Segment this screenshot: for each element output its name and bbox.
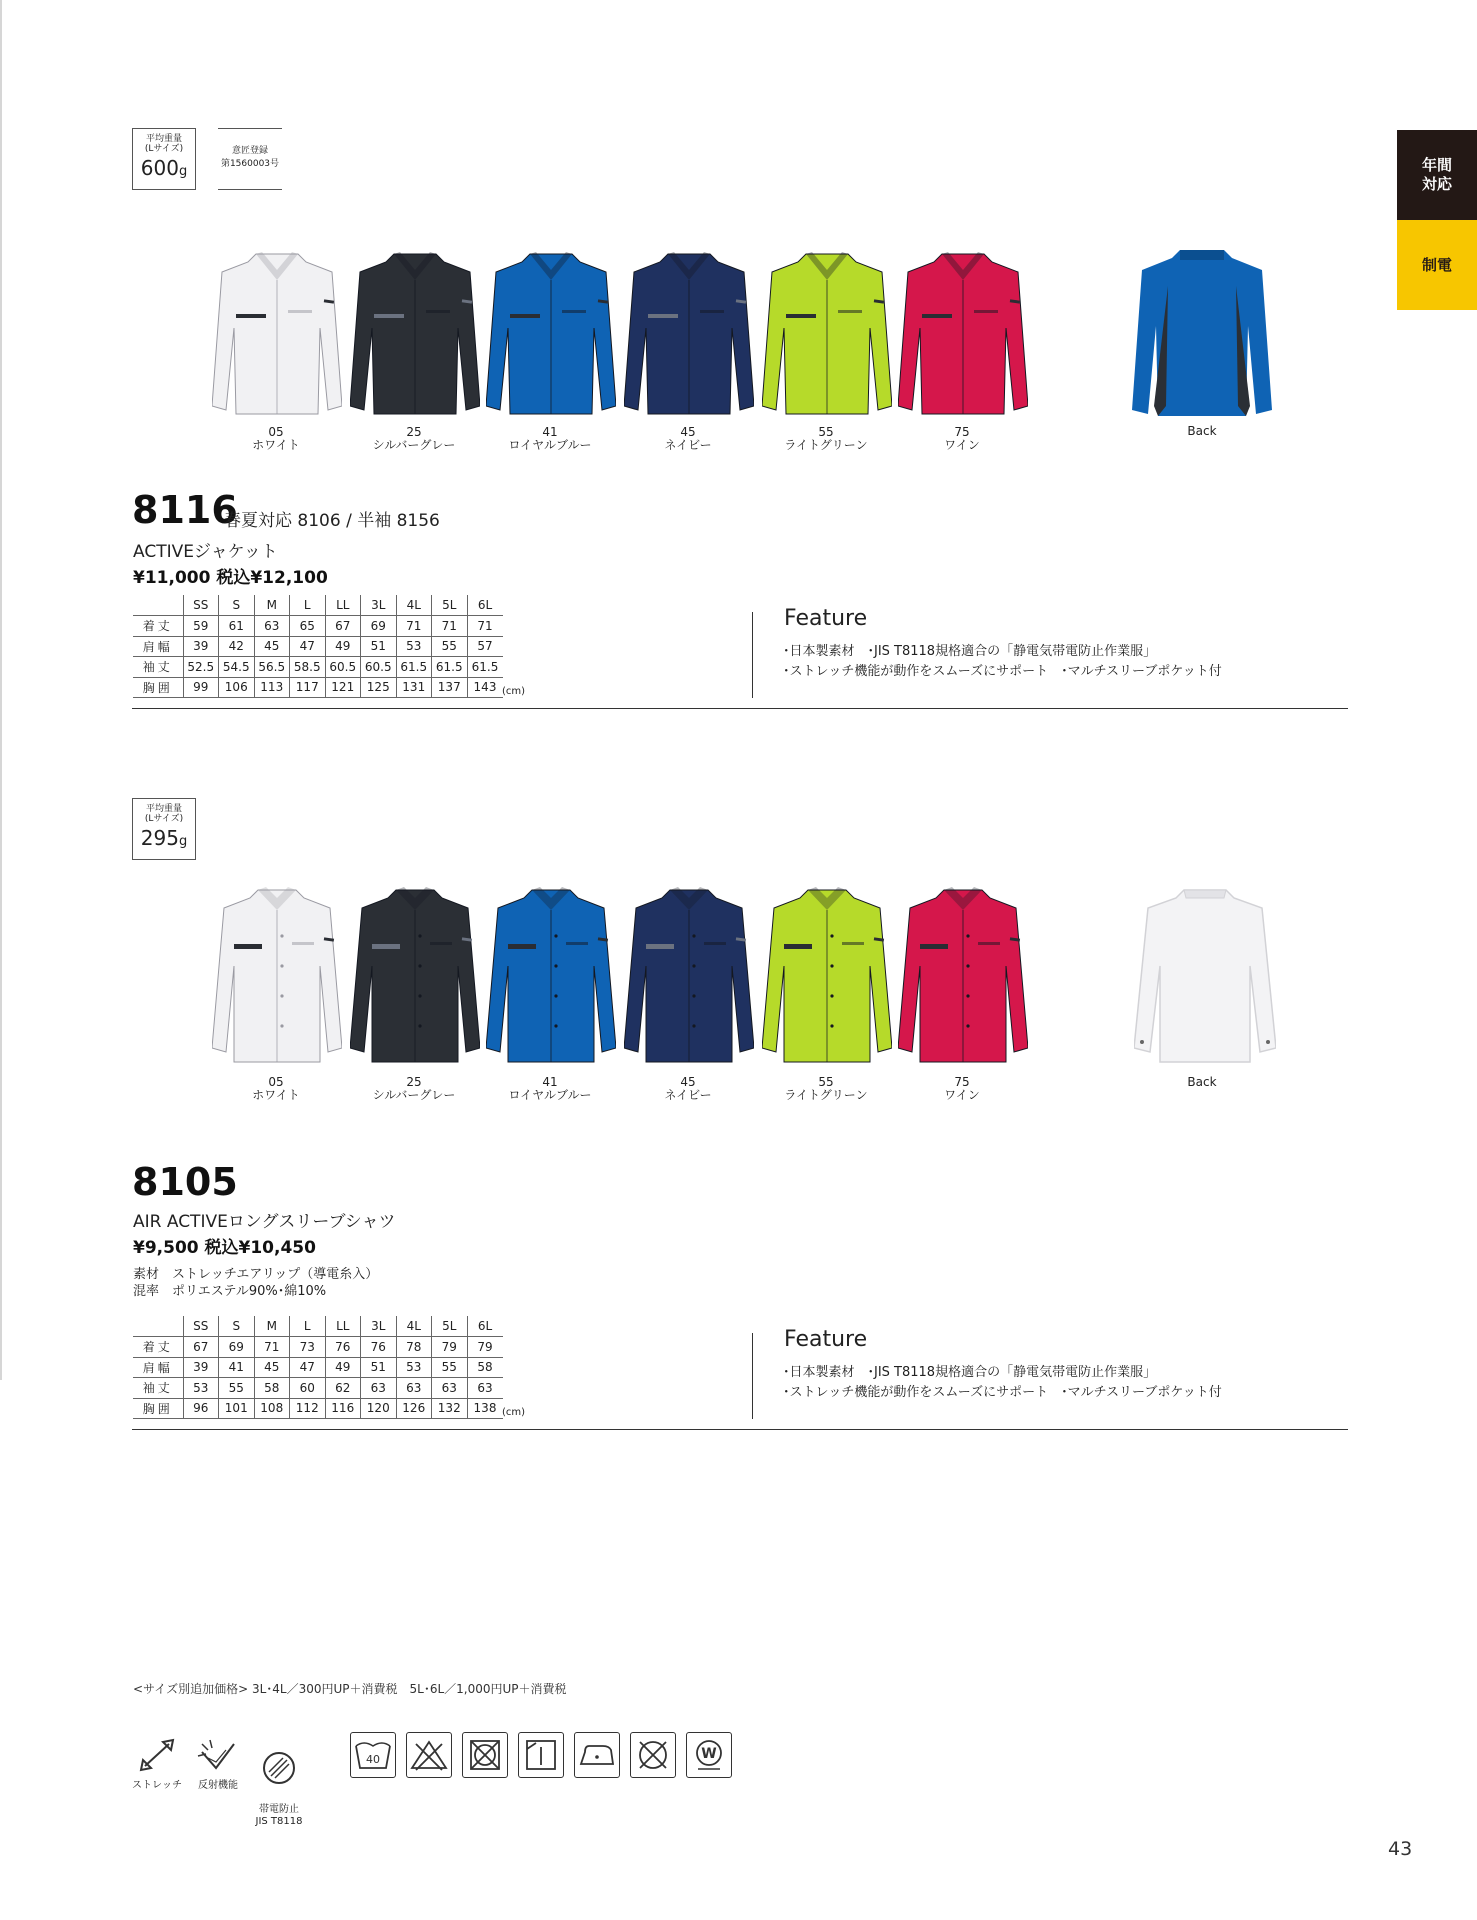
measure-value: 67	[325, 616, 361, 637]
product-number-8116: 8116	[132, 488, 238, 532]
size-header: L	[290, 1316, 326, 1337]
measure-value: 112	[290, 1398, 326, 1419]
weight-badge-8105	[132, 798, 196, 860]
jacket-color-label-royal-blue	[490, 426, 610, 452]
stretch-label: ストレッチ	[132, 1780, 182, 1791]
measure-value: 143	[467, 677, 503, 698]
jacket-light-green-image	[762, 250, 892, 418]
size-header: SS	[183, 595, 219, 616]
product-variants: 春夏対応 8106 / 半袖 8156	[224, 511, 440, 531]
feature-line-1: ･日本製素材 ･JIS T8118規格適合の「静電気帯電防止作業服」	[783, 1365, 1157, 1380]
measure-label: 着丈	[133, 1337, 183, 1358]
measure-value: 57	[467, 636, 503, 657]
color-name: ホワイト	[252, 1088, 300, 1102]
measure-value: 106	[219, 677, 255, 698]
section-rule	[132, 708, 1348, 709]
size-header-row	[133, 1316, 503, 1337]
product-number-8105: 8105	[132, 1160, 238, 1204]
measure-value: 41	[219, 1357, 255, 1378]
measure-value: 61.5	[396, 657, 432, 678]
jacket-wine-image	[898, 250, 1028, 418]
tab-year-round-label: 年間 対応	[1421, 156, 1452, 193]
measure-value: 52.5	[183, 657, 219, 678]
color-code: 75	[954, 425, 970, 439]
size-header: SS	[183, 1316, 219, 1337]
table-row	[133, 1337, 503, 1358]
measure-value: 55	[219, 1378, 255, 1399]
measure-label: 着丈	[133, 616, 183, 637]
measure-value: 125	[361, 677, 397, 698]
wash-40-icon	[350, 1732, 396, 1778]
jacket-navy-image	[624, 250, 754, 418]
measure-value: 61	[219, 616, 255, 637]
measure-label: 胸囲	[133, 677, 183, 698]
measure-value: 99	[183, 677, 219, 698]
measure-value: 55	[432, 1357, 468, 1378]
measure-value: 79	[467, 1337, 503, 1358]
color-name: ワイン	[944, 438, 980, 452]
size-header: L	[290, 595, 326, 616]
color-code: 75	[954, 1075, 970, 1089]
shirt-back-image	[1134, 886, 1276, 1064]
color-code: 05	[268, 1075, 284, 1089]
size-header: 4L	[396, 595, 432, 616]
shirt-color-label-navy	[628, 1076, 748, 1102]
measure-value: 71	[396, 616, 432, 637]
size-header-row	[133, 595, 503, 616]
measure-value: 60.5	[325, 657, 361, 678]
measure-value: 76	[361, 1337, 397, 1358]
weight-unit: g	[178, 164, 188, 179]
feature-line-2: ･ストレッチ機能が動作をスムーズにサポート ･マルチスリーブポケット付	[783, 664, 1222, 679]
unit-cm: (cm)	[502, 1407, 526, 1418]
measure-value: 59	[183, 616, 219, 637]
measure-value: 120	[361, 1398, 397, 1419]
jacket-silver-grey-image	[350, 250, 480, 418]
weight-badge-8116	[132, 128, 196, 190]
size-header: 5L	[432, 1316, 468, 1337]
shirt-color-label-royal-blue	[490, 1076, 610, 1102]
measure-value: 96	[183, 1398, 219, 1419]
material-text: 素材 ストレッチエアリップ（導電糸入）	[133, 1267, 379, 1282]
measure-value: 49	[325, 1357, 361, 1378]
measure-value: 117	[290, 677, 326, 698]
antistatic-function	[244, 1738, 314, 1840]
shirt-color-label-wine	[902, 1076, 1022, 1102]
tab-antistatic-label: 制電	[1421, 255, 1452, 274]
measure-value: 108	[254, 1398, 290, 1419]
size-header: 6L	[467, 1316, 503, 1337]
measure-value: 116	[325, 1398, 361, 1419]
measure-value: 137	[432, 677, 468, 698]
tab-year-round[interactable]	[1397, 130, 1477, 220]
measure-value: 126	[396, 1398, 432, 1419]
shirt-white-image	[212, 886, 342, 1064]
weight-number: 600	[140, 156, 179, 180]
weight-number: 295	[140, 826, 179, 850]
design-registration: 意匠登録 第1560003号	[218, 128, 282, 190]
measure-value: 73	[290, 1337, 326, 1358]
color-name: シルバーグレー	[372, 1088, 456, 1102]
measure-value: 39	[183, 1357, 219, 1378]
wet-clean-letter: W	[701, 1746, 717, 1762]
weight-unit: g	[178, 834, 188, 849]
product-name-8105: AIR ACTIVEロングスリーブシャツ	[133, 1212, 396, 1232]
measure-value: 63	[254, 616, 290, 637]
antistatic-label: 帯電防止 JIS T8118	[255, 1804, 303, 1827]
feature-line-2: ･ストレッチ機能が動作をスムーズにサポート ･マルチスリーブポケット付	[783, 1385, 1222, 1400]
measure-value: 51	[361, 1357, 397, 1378]
color-name: ネイビー	[664, 1088, 712, 1102]
color-name: ライトグリーン	[784, 1088, 868, 1102]
jacket-color-label-navy	[628, 426, 748, 452]
line-dry-icon	[518, 1732, 564, 1778]
measure-value: 60	[290, 1378, 326, 1399]
antistatic-icon	[259, 1750, 299, 1786]
color-code: 55	[818, 425, 834, 439]
measure-value: 62	[325, 1378, 361, 1399]
measure-value: 101	[219, 1398, 255, 1419]
size-header: 3L	[361, 1316, 397, 1337]
shirt-royal-blue-image	[486, 886, 616, 1064]
color-name: ロイヤルブルー	[508, 1088, 592, 1102]
feature-title-8116: Feature	[784, 606, 868, 631]
stretch-function	[122, 1738, 192, 1792]
measure-value: 63	[361, 1378, 397, 1399]
no-tumble-dry-icon	[462, 1732, 508, 1778]
iron-icon	[574, 1732, 620, 1778]
measure-label: 肩幅	[133, 1357, 183, 1378]
measure-value: 45	[254, 636, 290, 657]
measure-value: 76	[325, 1337, 361, 1358]
weight-label: 平均重量 (Lサイズ)	[144, 804, 184, 824]
measure-value: 45	[254, 1357, 290, 1378]
feature-divider	[752, 612, 753, 698]
table-row	[133, 1357, 503, 1378]
size-header: S	[219, 595, 255, 616]
color-code: 55	[818, 1075, 834, 1089]
weight-value	[133, 826, 195, 854]
measure-value: 58.5	[290, 657, 326, 678]
care-symbols	[350, 1732, 732, 1778]
jacket-back-image	[1132, 246, 1272, 420]
jacket-color-label-wine	[902, 426, 1022, 452]
measure-value: 63	[432, 1378, 468, 1399]
measure-value: 61.5	[467, 657, 503, 678]
feature-title-8105: Feature	[784, 1327, 868, 1352]
measure-value: 49	[325, 636, 361, 657]
measure-value: 53	[396, 1357, 432, 1378]
shirt-color-label-light-green	[766, 1076, 886, 1102]
color-name: ネイビー	[664, 438, 712, 452]
size-header: LL	[325, 1316, 361, 1337]
measure-value: 58	[254, 1378, 290, 1399]
color-code: 45	[680, 425, 696, 439]
measure-value: 121	[325, 677, 361, 698]
measure-value: 71	[254, 1337, 290, 1358]
size-table-8116	[133, 595, 503, 698]
weight-value	[133, 156, 195, 184]
measure-value: 47	[290, 636, 326, 657]
table-row	[133, 677, 503, 698]
product-name-8116: ACTIVEジャケット	[133, 542, 278, 562]
measure-value: 61.5	[432, 657, 468, 678]
measure-value: 65	[290, 616, 326, 637]
table-row	[133, 1378, 503, 1399]
measure-value: 39	[183, 636, 219, 657]
jacket-royal-blue-image	[486, 250, 616, 418]
table-row	[133, 1398, 503, 1419]
measure-value: 63	[467, 1378, 503, 1399]
table-row	[133, 657, 503, 678]
jacket-color-label-silver-grey	[354, 426, 474, 452]
no-dry-clean-icon	[630, 1732, 676, 1778]
size-header: 4L	[396, 1316, 432, 1337]
color-code: 25	[406, 425, 422, 439]
measure-value: 54.5	[219, 657, 255, 678]
tab-antistatic[interactable]	[1397, 220, 1477, 310]
size-price-note: <サイズ別追加価格> 3L･4L／300円UP＋消費税 5L･6L／1,000円UP＋消費税	[133, 1682, 567, 1696]
wash-temp: 40	[366, 1753, 380, 1766]
color-code: 05	[268, 425, 284, 439]
measure-value: 78	[396, 1337, 432, 1358]
color-name: ライトグリーン	[784, 438, 868, 452]
measure-label: 胸囲	[133, 1398, 183, 1419]
shirt-light-green-image	[762, 886, 892, 1064]
reflector-icon	[196, 1738, 240, 1774]
shirt-back-label: Back	[1187, 1075, 1217, 1089]
measure-label: 肩幅	[133, 636, 183, 657]
jacket-white-image	[212, 250, 342, 418]
jacket-color-label-white	[216, 426, 336, 452]
measure-value: 47	[290, 1357, 326, 1378]
measure-value: 55	[432, 636, 468, 657]
feature-divider	[752, 1333, 753, 1419]
size-table-8105	[133, 1316, 503, 1419]
measure-value: 60.5	[361, 657, 397, 678]
size-header: M	[254, 595, 290, 616]
measure-value: 132	[432, 1398, 468, 1419]
measure-value: 138	[467, 1398, 503, 1419]
no-bleach-icon	[406, 1732, 452, 1778]
section-rule	[132, 1429, 1348, 1430]
shirt-navy-image	[624, 886, 754, 1064]
table-row	[133, 636, 503, 657]
measure-value: 42	[219, 636, 255, 657]
page-number: 43	[1388, 1838, 1413, 1860]
stretch-icon	[137, 1738, 177, 1774]
size-header-blank	[133, 1316, 183, 1337]
shirt-wine-image	[898, 886, 1028, 1064]
page-edge-rule	[0, 0, 2, 1380]
color-name: ロイヤルブルー	[508, 438, 592, 452]
blend-text: 混率 ポリエステル90%･綿10%	[133, 1284, 327, 1299]
measure-value: 58	[467, 1357, 503, 1378]
size-header: 5L	[432, 595, 468, 616]
measure-value: 69	[219, 1337, 255, 1358]
weight-label: 平均重量 (Lサイズ)	[144, 134, 184, 154]
measure-value: 79	[432, 1337, 468, 1358]
measure-value: 51	[361, 636, 397, 657]
shirt-silver-grey-image	[350, 886, 480, 1064]
jacket-color-label-light-green	[766, 426, 886, 452]
unit-cm: (cm)	[502, 686, 526, 697]
measure-value: 113	[254, 677, 290, 698]
size-header: 3L	[361, 595, 397, 616]
product-price-8116: ¥11,000 税込¥12,100	[133, 568, 328, 588]
measure-value: 71	[432, 616, 468, 637]
reflect-label: 反射機能	[198, 1780, 238, 1791]
color-name: ワイン	[944, 1088, 980, 1102]
color-name: シルバーグレー	[372, 438, 456, 452]
jacket-back-label: Back	[1187, 424, 1217, 438]
color-code: 41	[542, 425, 558, 439]
measure-value: 53	[396, 636, 432, 657]
size-header: 6L	[467, 595, 503, 616]
measure-value: 56.5	[254, 657, 290, 678]
size-header: S	[219, 1316, 255, 1337]
shirt-color-label-silver-grey	[354, 1076, 474, 1102]
size-header: M	[254, 1316, 290, 1337]
color-code: 25	[406, 1075, 422, 1089]
feature-line-1: ･日本製素材 ･JIS T8118規格適合の「静電気帯電防止作業服」	[783, 644, 1157, 659]
table-row	[133, 616, 503, 637]
measure-label: 袖丈	[133, 1378, 183, 1399]
shirt-color-label-white	[216, 1076, 336, 1102]
wet-clean-icon	[686, 1732, 732, 1778]
size-header-blank	[133, 595, 183, 616]
color-name: ホワイト	[252, 438, 300, 452]
measure-value: 67	[183, 1337, 219, 1358]
product-price-8105: ¥9,500 税込¥10,450	[133, 1238, 316, 1258]
measure-label: 袖丈	[133, 657, 183, 678]
reflect-function	[183, 1738, 253, 1792]
color-code: 41	[542, 1075, 558, 1089]
measure-value: 131	[396, 677, 432, 698]
measure-value: 53	[183, 1378, 219, 1399]
measure-value: 69	[361, 616, 397, 637]
size-header: LL	[325, 595, 361, 616]
measure-value: 71	[467, 616, 503, 637]
measure-value: 63	[396, 1378, 432, 1399]
color-code: 45	[680, 1075, 696, 1089]
